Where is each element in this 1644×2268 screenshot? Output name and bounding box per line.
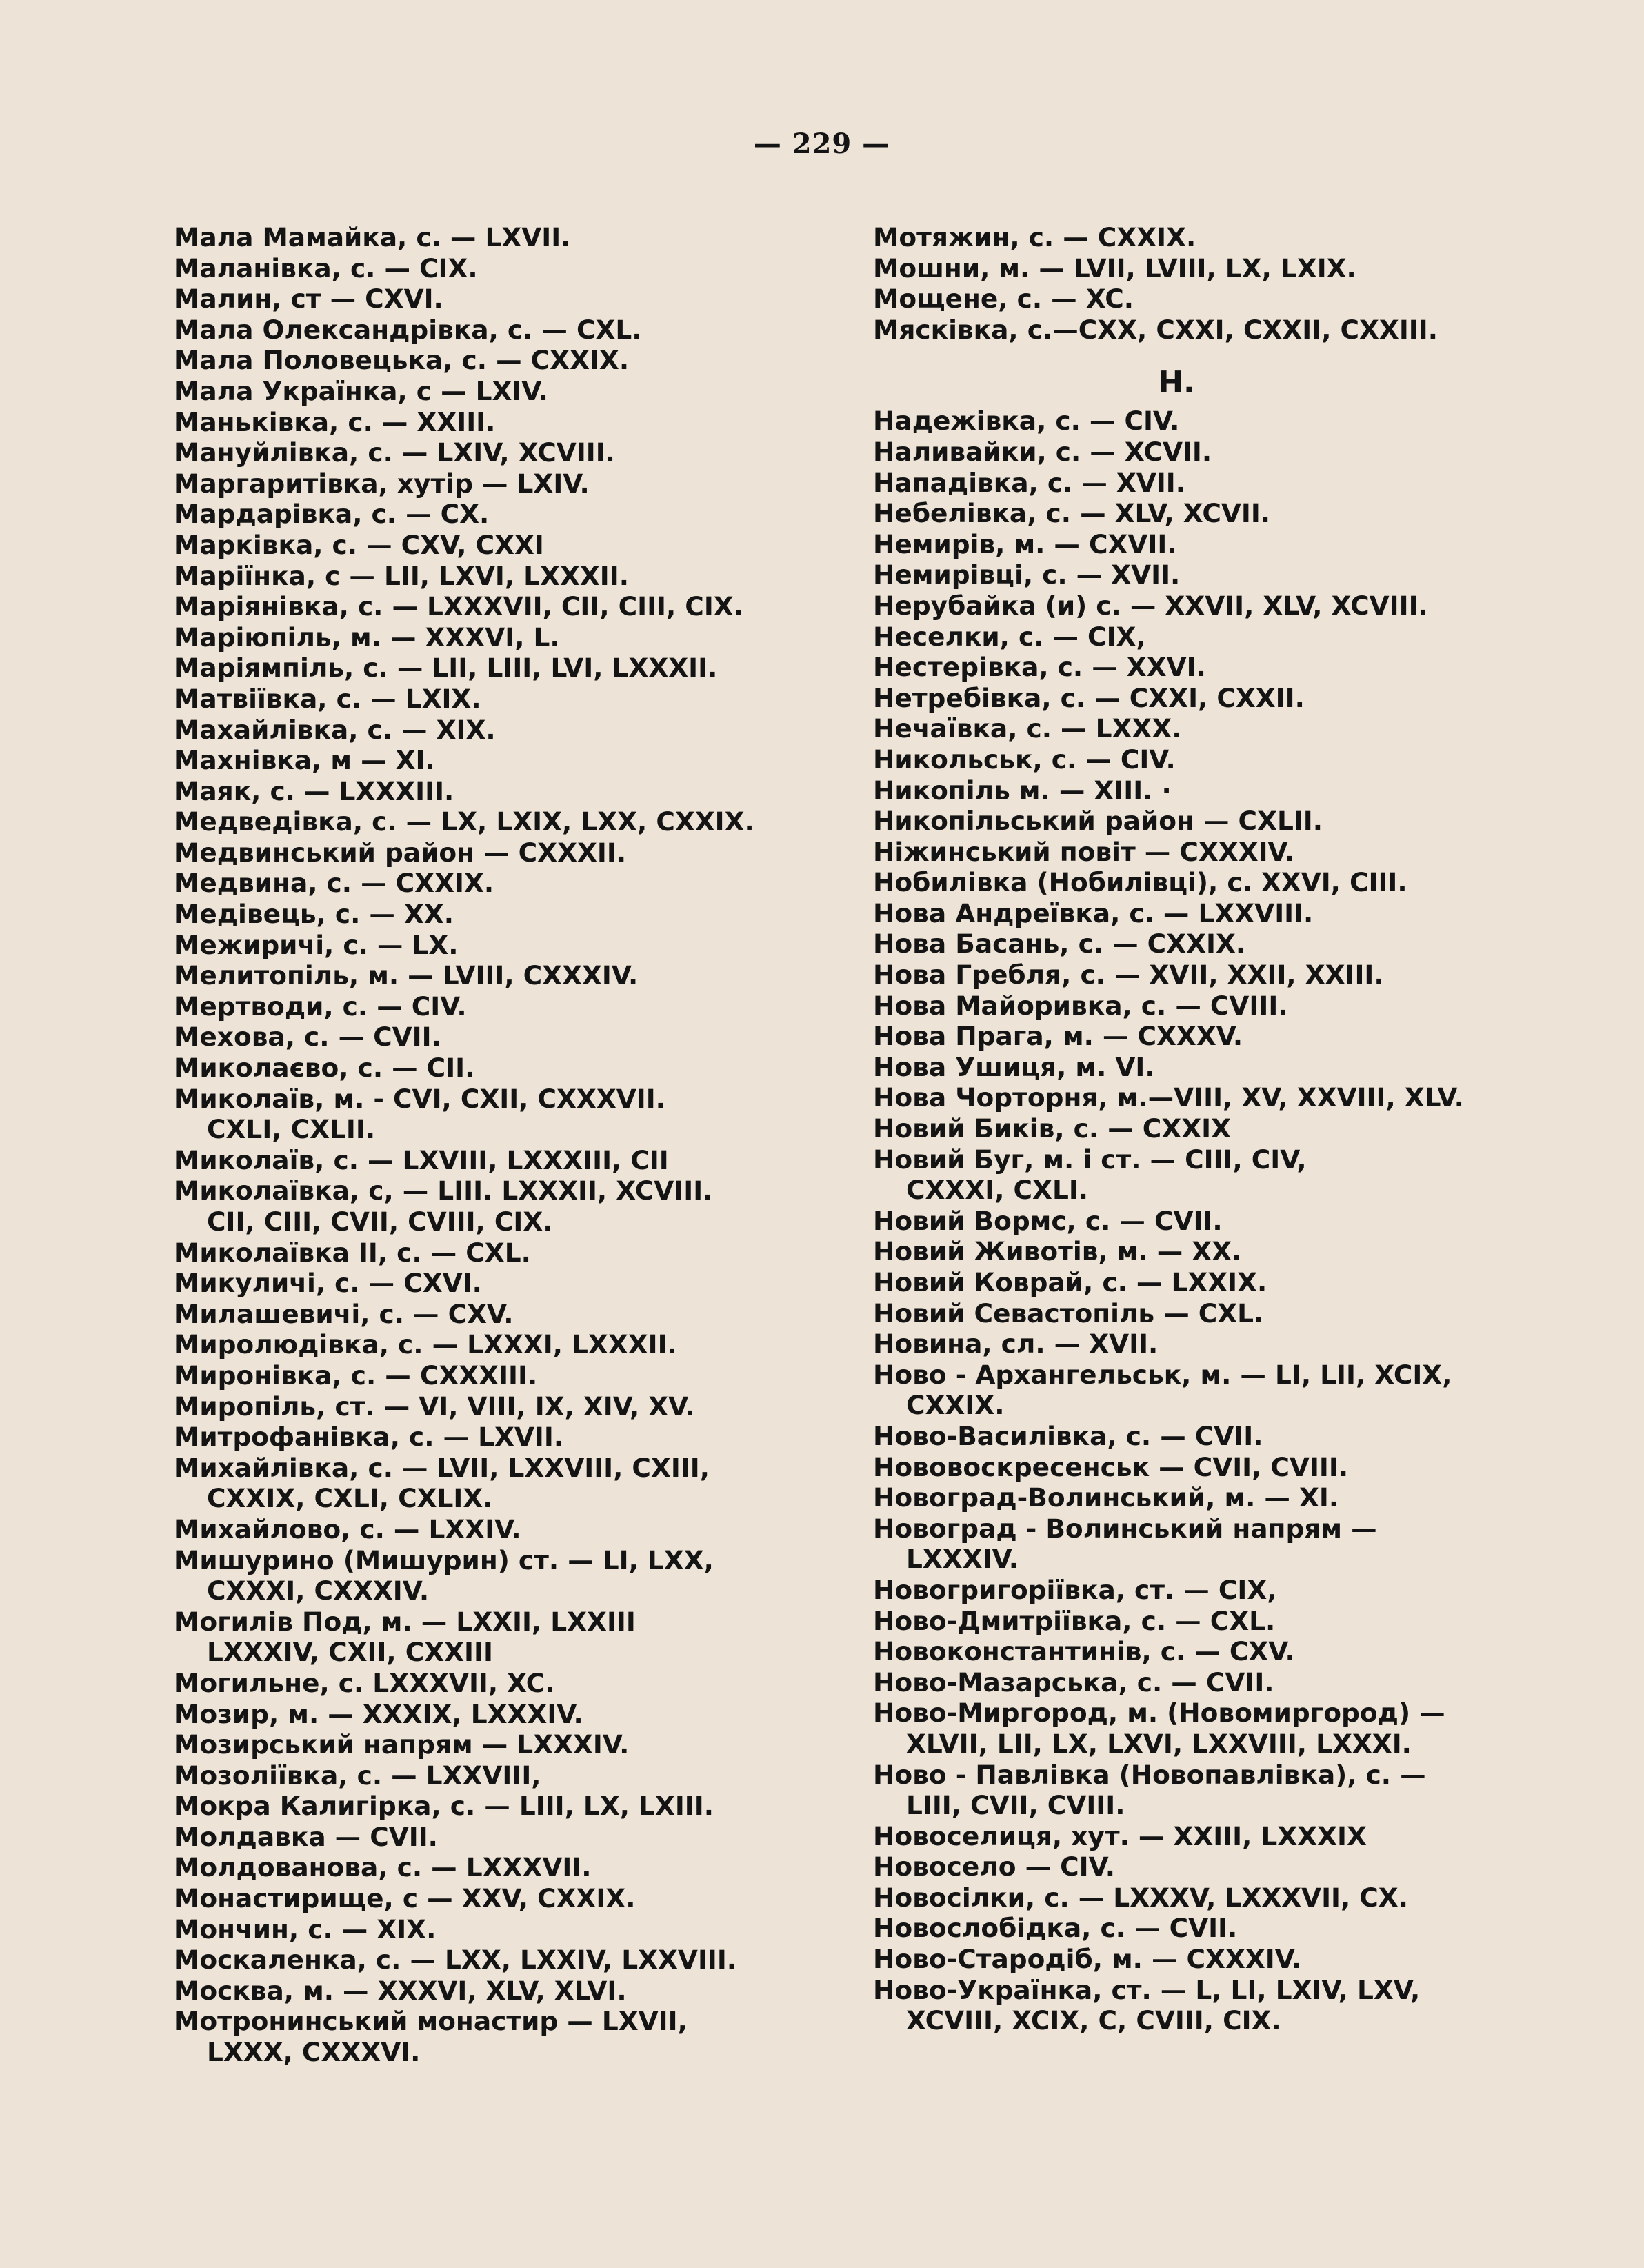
index-entry: CXXXI, CXLI.	[906, 1175, 1089, 1206]
index-entry: Нетребівка, с. — CXXI, CXXII.	[873, 682, 1305, 713]
index-entry: Маріїнка, с — LII, LXVI, LXXXII.	[174, 560, 629, 591]
index-entry: XLVII, LII, LX, LXVI, LXXVIII, LXXXI.	[906, 1728, 1412, 1759]
index-entry: Мощене, с. — XC.	[873, 284, 1134, 315]
index-entry: Нестерівка, с. — XXVI.	[873, 652, 1206, 683]
index-entry: Новоселиця, хут. — XXIII, LXXXIX	[873, 1820, 1367, 1851]
index-entry: Мозоліївка, с. — LXXVIII,	[174, 1760, 541, 1791]
index-entry: Мясківка, с.—CXX, CXXI, CXXII, CXXIII.	[873, 314, 1438, 345]
index-entry: Мехова, с. — CVII.	[174, 1022, 441, 1053]
index-entry: LIII, CVII, CVIII.	[906, 1790, 1125, 1821]
index-entry: Надежівка, с. — CIV.	[873, 406, 1180, 437]
index-entry: Могильне, с. LXXXVII, XC.	[174, 1667, 555, 1698]
index-entry: Миколаївка, с, — LIII. LXXXII, XCVIII.	[174, 1175, 713, 1206]
page-number: — 229 —	[753, 128, 891, 160]
index-entry: Мокра Калигірка, с. — LIII, LX, LXIII.	[174, 1791, 714, 1822]
index-entry: Маньківка, с. — XXIII.	[174, 406, 496, 437]
index-entry: Новий Коврай, с. — LXXIX.	[873, 1267, 1267, 1297]
index-entry: Немирів, м. — CXVII.	[873, 528, 1177, 559]
index-entry: Маріямпіль, с. — LII, LIII, LVI, LXXXII.	[174, 653, 718, 684]
index-entry: Миколаїв, м. - CVI, CXII, CXXXVII.	[174, 1083, 665, 1114]
index-entry: Никольськ, с. — CIV.	[873, 744, 1176, 775]
index-entry: Новий Севастопіль — CXL.	[873, 1297, 1264, 1329]
index-entry: Михайлівка, с. — LVII, LXXVIII, CXIII,	[174, 1452, 710, 1483]
index-entry: CXXIX, CXLI, CXLIX.	[207, 1483, 493, 1514]
index-entry: Миропіль, ст. — VI, VIII, IX, XIV, XV.	[174, 1391, 695, 1422]
index-entry: Марківка, с. — CXV, CXXI	[174, 529, 544, 560]
index-entry: Немирівці, с. — XVII.	[873, 559, 1181, 590]
index-entry: LXXX, CXXXVI.	[207, 2037, 421, 2068]
index-entry: Митрофанівка, с. — LXVII.	[174, 1422, 564, 1453]
index-entry: Неселки, с. — CIX,	[873, 621, 1146, 652]
index-entry: Миролюдівка, с. — LXXXI, LXXXII.	[174, 1329, 677, 1360]
index-entry: Нечаївка, с. — LXXX.	[873, 713, 1182, 744]
index-entry: LXXXIV.	[906, 1544, 1019, 1575]
index-entry: Маргаритівка, хутір — LXIV.	[174, 468, 590, 499]
index-entry: Мошни, м. — LVII, LVIII, LX, LXIX.	[873, 252, 1356, 284]
index-entry: Махнівка, м — XI.	[174, 745, 435, 776]
index-entry: Мозирський напрям — LXXXIV.	[174, 1729, 630, 1760]
index-entry: Нова Ушиця, м. VI.	[873, 1051, 1155, 1082]
index-entry: Новий Буг, м. і ст. — CIII, CIV,	[873, 1144, 1307, 1175]
index-entry: Новий Животів, м. — XX.	[873, 1236, 1242, 1267]
index-entry: Ново - Архангельськ, м. — LI, LII, XCIX,	[873, 1359, 1452, 1390]
index-entry: Мозир, м. — XXXIX, LXXXIV.	[174, 1698, 583, 1729]
index-entry: Ніжинський повіт — CXXXIV.	[873, 836, 1294, 867]
index-entry: Монастирище, с — XXV, CXXIX.	[174, 1883, 636, 1914]
index-entry: Молдованова, с. — LXXXVII.	[174, 1852, 592, 1883]
index-entry: CXXXI, CXXXIV.	[207, 1575, 430, 1606]
index-entry: Мала Половецька, с. — CXXIX.	[174, 345, 630, 376]
index-entry: Нападівка, с. — XVII.	[873, 467, 1186, 498]
index-entry: Москаленка, с. — LXX, LXXIV, LXXVIII.	[174, 1944, 737, 1976]
index-entry: Межиричі, с. — LX.	[174, 929, 459, 960]
index-entry: Нова Гребля, с. — XVII, XXII, XXIII.	[873, 959, 1384, 991]
left-index-column	[174, 222, 781, 2068]
index-entry: Новий Биків, с. — CXXIX	[873, 1113, 1231, 1144]
index-entry: Мала Українка, с — LXIV.	[174, 375, 548, 406]
index-entry: Новина, сл. — XVII.	[873, 1329, 1159, 1360]
index-entry: Медвина, с. — CXXIX.	[174, 868, 494, 899]
index-entry: Новогригоріївка, ст. — CIX,	[873, 1574, 1277, 1605]
index-entry: Никопільський район — CXLII.	[873, 806, 1323, 837]
right-index-column	[873, 222, 1480, 2036]
index-entry: Мотронинський монастир — LXVII,	[174, 2006, 688, 2037]
index-entry: Медведівка, с. — LX, LXIX, LXX, CXXIX.	[174, 806, 754, 837]
index-entry: Микуличі, с. — CXVI.	[174, 1268, 482, 1299]
index-entry: CXXIX.	[906, 1390, 1005, 1421]
index-entry: Москва, м. — XXXVI, XLV, XLVI.	[174, 1975, 627, 2006]
index-entry: Нерубайка (и) с. — XXVII, XLV, XCVIII.	[873, 590, 1428, 621]
index-entry: Нововоскресенськ — CVII, CVIII.	[873, 1451, 1349, 1482]
index-entry: Миронівка, с. — CXXXIII.	[174, 1360, 538, 1391]
index-entry: Ново-Дмитріївка, с. — CXL.	[873, 1605, 1276, 1636]
index-entry: Маланівка, с. — CIX.	[174, 252, 478, 284]
index-entry: LXXXIV, CXII, CXXIII	[207, 1637, 493, 1668]
index-entry: Новий Вормс, с. — CVII.	[873, 1205, 1223, 1236]
index-entry: Нова Андреївка, с. — LXXVIII.	[873, 897, 1314, 928]
index-entry: Миколаїв, с. — LXVIII, LXXXIII, CII	[174, 1144, 669, 1175]
index-entry: Медвинський район — CXXXII.	[174, 837, 627, 868]
index-entry: Мелитопіль, м. — LVIII, CXXXIV.	[174, 960, 639, 991]
index-entry: Мала Олександрівка, с. — CXL.	[174, 314, 642, 345]
index-entry: Молдавка — CVII.	[174, 1821, 438, 1852]
index-entry: Михайлово, с. — LXXIV.	[174, 1513, 521, 1544]
index-entry: Нобилівка (Нобилівці), с. XXVI, CIII.	[873, 867, 1407, 898]
index-entry: Нова Басань, с. — CXXIX.	[873, 928, 1246, 959]
index-entry: Ново-Василівка, с. — CVII.	[873, 1420, 1263, 1451]
index-entry: Ново-Мазарська, с. — CVII.	[873, 1667, 1274, 1698]
index-entry: Маріянівка, с. — LXXXVII, CII, CIII, CIX.	[174, 591, 743, 622]
index-entry: Малин, ст — CXVI.	[174, 284, 443, 315]
index-entry: Ново-Українка, ст. — L, LI, LXIV, LXV,	[873, 1974, 1421, 2005]
index-entry: Ново-Стародіб, м. — CXXXIV.	[873, 1944, 1302, 1975]
index-entry: Новоконстантинів, с. — CXV.	[873, 1636, 1295, 1667]
index-entry: Медівець, с. — XX.	[174, 899, 454, 930]
index-entry: Наливайки, с. — XCVII.	[873, 436, 1212, 467]
index-entry: Миколаєво, с. — CII.	[174, 1053, 475, 1084]
index-entry: Махайлівка, с. — XIX.	[174, 714, 496, 745]
index-entry: Миколаївка II, с. — CXL.	[174, 1237, 531, 1268]
index-entry: Матвіївка, с. — LXIX.	[174, 683, 481, 714]
index-entry: Мончин, с. — XIX.	[174, 1913, 437, 1944]
section-heading-n: Н.	[1158, 365, 1195, 401]
index-entry: Небелівка, с. — XLV, XCVII.	[873, 498, 1271, 529]
index-entry: Могилів Под, м. — LXXII, LXXIII	[174, 1606, 636, 1637]
index-entry: Милашевичі, с. — CXV.	[174, 1298, 514, 1329]
index-entry: XCVIII, XCIX, C, CVIII, CIX.	[906, 2005, 1281, 2036]
index-entry: Мануйлівка, с. — LXIV, XCVIII.	[174, 437, 615, 468]
index-entry: Нова Прага, м. — CXXXV.	[873, 1021, 1243, 1052]
index-entry: Мертводи, с. — CIV.	[174, 991, 467, 1022]
index-entry: CII, CIII, CVII, CVIII, CIX.	[207, 1206, 553, 1237]
index-entry: Новослобідка, с. — CVII.	[873, 1913, 1238, 1944]
index-entry: Никопіль м. — XIII. ·	[873, 775, 1172, 806]
index-entry: Ново-Миргород, м. (Новомиргород) —	[873, 1698, 1445, 1729]
index-entry: Новосілки, с. — LXXXV, LXXXVII, CX.	[873, 1882, 1408, 1913]
index-entry: Мотяжин, с. — CXXIX.	[873, 222, 1196, 252]
index-entry: Маріюпіль, м. — XXXVI, L.	[174, 621, 560, 653]
index-entry: Мала Мамайка, с. — LXVII.	[174, 222, 571, 252]
index-entry: Нова Майоривка, с. — CVIII.	[873, 990, 1288, 1021]
index-entry: Новосело — CIV.	[873, 1851, 1116, 1882]
index-entry: CXLI, CXLII.	[207, 1114, 376, 1145]
index-entry: Мардарівка, с. — CX.	[174, 499, 490, 530]
index-entry: Нова Чорторня, м.—VIII, XV, XXVIII, XLV.	[873, 1082, 1464, 1113]
index-entry: Новоград-Волинський, м. — XI.	[873, 1482, 1339, 1513]
index-entry: Ново - Павлівка (Новопавлівка), с. —	[873, 1759, 1426, 1790]
index-entry: Мишурино (Мишурин) ст. — LI, LXX,	[174, 1544, 714, 1575]
index-entry: Маяк, с. — LXXXIII.	[174, 775, 454, 806]
index-entry: Новоград - Волинський напрям —	[873, 1513, 1377, 1544]
